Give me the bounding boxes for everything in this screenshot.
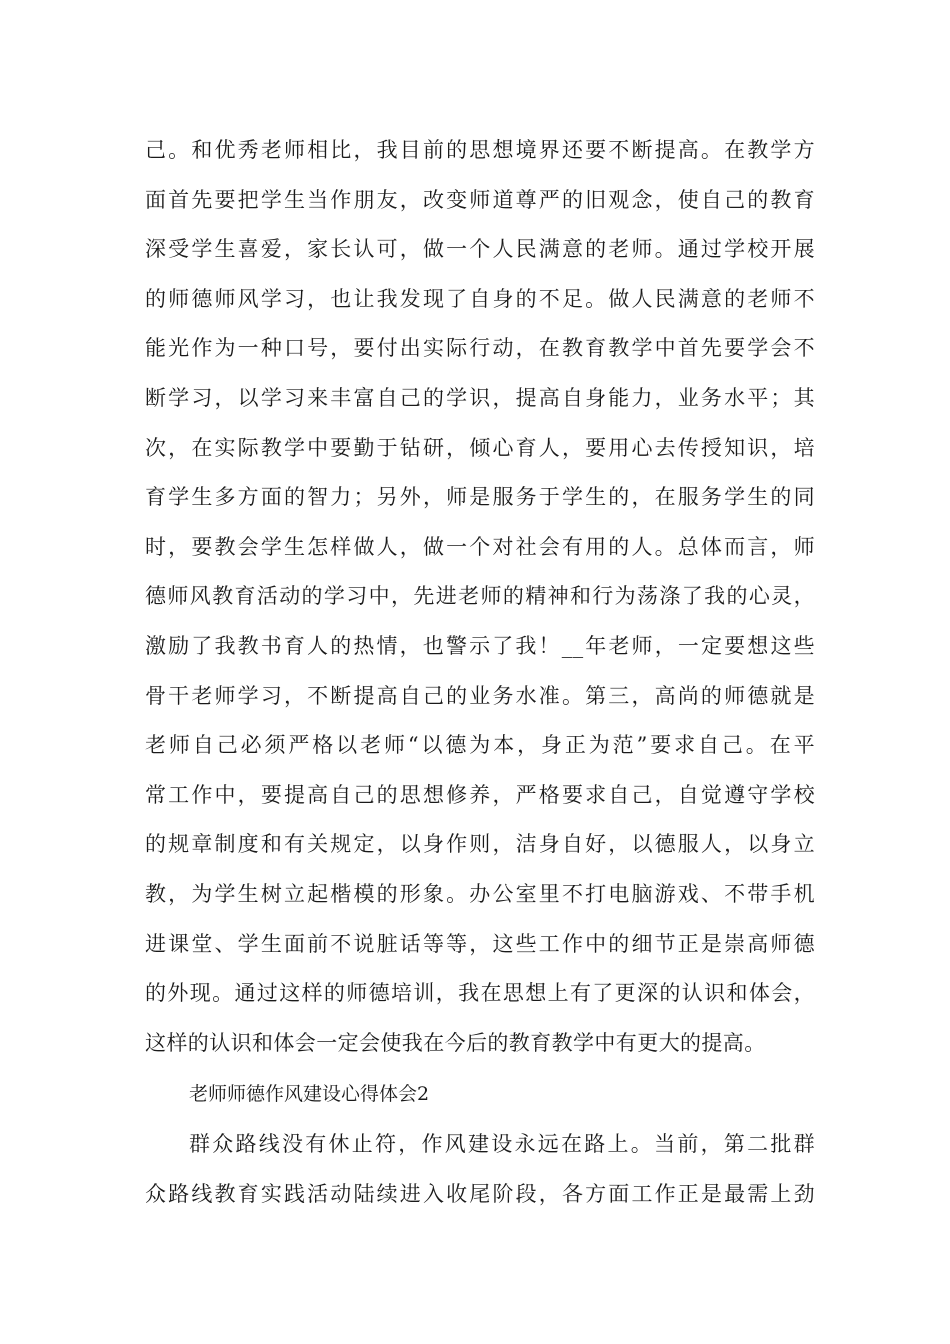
- paragraph-line: 面首先要把学生当作朋友，改变师道尊严的旧观念，使自己的教育: [145, 187, 815, 212]
- paragraph-line: 次，在实际教学中要勤于钻研，倾心育人，要用心去传授知识，培: [145, 435, 815, 460]
- paragraph-line: 老师自己必须严格以老师“以德为本，身正为范”要求自己。在平: [145, 733, 815, 758]
- paragraph-line: 众路线教育实践活动陆续进入收尾阶段，各方面工作正是最需上劲: [145, 1181, 815, 1206]
- paragraph-line: 德师风教育活动的学习中，先进老师的精神和行为荡涤了我的心灵，: [145, 584, 815, 609]
- paragraph-line: 进课堂、学生面前不说脏话等等，这些工作中的细节正是崇高师德: [145, 931, 815, 956]
- paragraph-line: 育学生多方面的智力；另外，师是服务于学生的，在服务学生的同: [145, 485, 815, 510]
- paragraph-line: 教，为学生树立起楷模的形象。办公室里不打电脑游戏、不带手机: [145, 881, 815, 906]
- paragraph-line: 群众路线没有休止符，作风建设永远在路上。当前，第二批群: [189, 1132, 815, 1157]
- paragraph-line: 断学习，以学习来丰富自己的学识，提高自身能力，业务水平；其: [145, 385, 815, 410]
- paragraph-line: 己。和优秀老师相比，我目前的思想境界还要不断提高。在教学方: [145, 138, 815, 162]
- paragraph-1: [145, 126, 815, 1068]
- paragraph-line: 骨干老师学习，不断提高自己的业务水准。第三，高尚的师德就是: [145, 683, 815, 708]
- paragraph-2: [145, 1120, 815, 1219]
- paragraph-line: 的规章制度和有关规定，以身作则，洁身自好，以德服人，以身立: [145, 832, 815, 857]
- paragraph-line: 能光作为一种口号，要付出实际行动，在教育教学中首先要学会不: [145, 336, 815, 361]
- paragraph-line: 的外现。通过这样的师德培训，我在思想上有了更深的认识和体会，: [145, 981, 815, 1006]
- paragraph-line: 深受学生喜爱，家长认可，做一个人民满意的老师。通过学校开展: [145, 237, 815, 262]
- section-heading: 老师师德作风建设心得体会2: [189, 1083, 430, 1106]
- paragraph-line: 常工作中，要提高自己的思想修养，严格要求自己，自觉遵守学校: [145, 782, 815, 807]
- paragraph-line: 这样的认识和体会一定会使我在今后的教育教学中有更大的提高。: [145, 1030, 766, 1055]
- paragraph-line: 激励了我教书育人的热情，也警示了我！__年老师，一定要想这些: [145, 633, 815, 658]
- paragraph-line: 时，要教会学生怎样做人，做一个对社会有用的人。总体而言，师: [145, 534, 815, 559]
- document-body: [145, 126, 815, 1219]
- paragraph-line: 的师德师风学习，也让我发现了自身的不足。做人民满意的老师不: [145, 286, 815, 311]
